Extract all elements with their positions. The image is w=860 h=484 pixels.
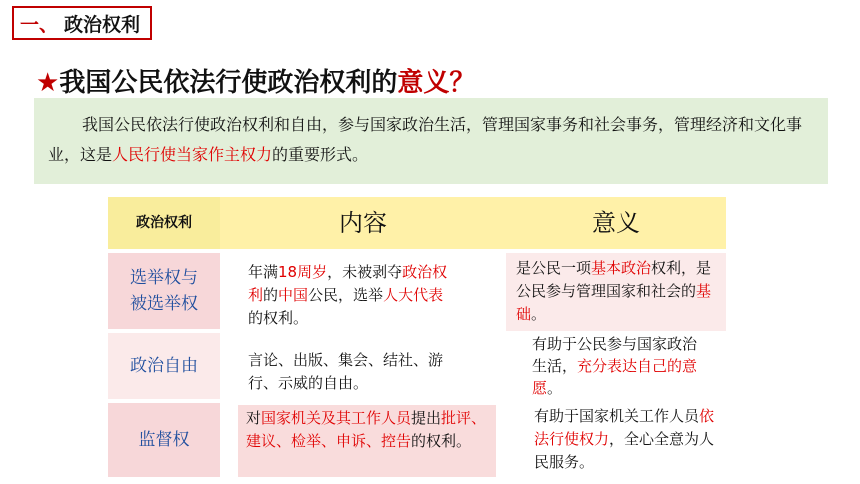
- summary-box: [34, 98, 828, 184]
- highlight-text: 基本政治: [591, 259, 652, 277]
- body-text: 有助于国家机关工作人员: [534, 407, 700, 425]
- summary-text-1: 我国公民依法行使政治权利和自由，参与国家政治生活，管理国家事务和社会事务，管理经济和文化事业，这是: [48, 115, 803, 164]
- body-text: 提出: [411, 409, 442, 427]
- highlight-text: 中国: [278, 286, 309, 304]
- body-text: 的权利。: [248, 309, 309, 327]
- highlight-text: 批评、建议、检举、申诉、控告: [246, 409, 487, 450]
- question-title: [36, 62, 475, 99]
- highlight-text: 基础: [516, 282, 712, 323]
- body-text: 的: [263, 286, 279, 304]
- row-label-freedom: 政治自由: [108, 333, 220, 399]
- body-text: 年满: [248, 263, 279, 281]
- highlight-text: 充分表达自己的意愿: [532, 357, 698, 397]
- highlight-text: 国家机关及其工作人员: [261, 409, 412, 427]
- body-text: ，全心全意为人民服务。: [534, 430, 715, 471]
- star-icon: ★: [36, 68, 60, 98]
- row-label-election: 选举权与被选举权: [108, 253, 220, 329]
- body-text: 公民，选举: [308, 286, 384, 304]
- body-text: 是公民一项: [516, 259, 592, 277]
- highlight-text: 人大代表: [383, 286, 444, 304]
- body-text: ，未被剥夺: [327, 263, 403, 281]
- highlight-text: 政治权利: [248, 263, 448, 304]
- row-content-election: [238, 255, 464, 327]
- highlight-text: 18周岁: [278, 263, 328, 281]
- question-pre: 我国公民依法行使: [59, 68, 268, 98]
- highlight-text: 依法行使权力: [534, 407, 715, 448]
- summary-text-2: 的重要形式。: [272, 145, 369, 164]
- body-text: 的权利。: [411, 432, 472, 450]
- question-highlight: 意义？: [397, 68, 476, 98]
- body-text: 。: [547, 379, 563, 397]
- question-underlined: 政治权利: [267, 68, 371, 101]
- section-title: 政治权利: [64, 13, 141, 36]
- summary-emphasis: 人民行使当家作主权力: [112, 145, 273, 164]
- header-content: 内容: [220, 197, 506, 249]
- row-content-freedom: [238, 343, 464, 393]
- section-heading: [12, 6, 152, 40]
- rights-table: [108, 197, 726, 477]
- section-number: 一、: [20, 13, 59, 36]
- question-mid: 的: [371, 68, 398, 98]
- body-text: 言论、出版、集会、结社、游行、示威的自由。: [248, 351, 444, 392]
- row-meaning-election: [506, 253, 726, 331]
- row-label-supervision: 监督权: [108, 403, 220, 477]
- row-meaning-supervision: [526, 403, 724, 477]
- row-content-supervision: [238, 405, 496, 477]
- body-text: 有助于公民参与国家政治生活，: [532, 335, 698, 375]
- header-label: 政治权利: [108, 197, 220, 249]
- body-text: 对: [246, 409, 262, 427]
- body-text: 权利，是公民参与管理国家和社会的: [516, 259, 712, 300]
- body-text: 。: [531, 305, 547, 323]
- header-meaning: 意义: [506, 197, 726, 249]
- row-meaning-freedom: [526, 331, 708, 397]
